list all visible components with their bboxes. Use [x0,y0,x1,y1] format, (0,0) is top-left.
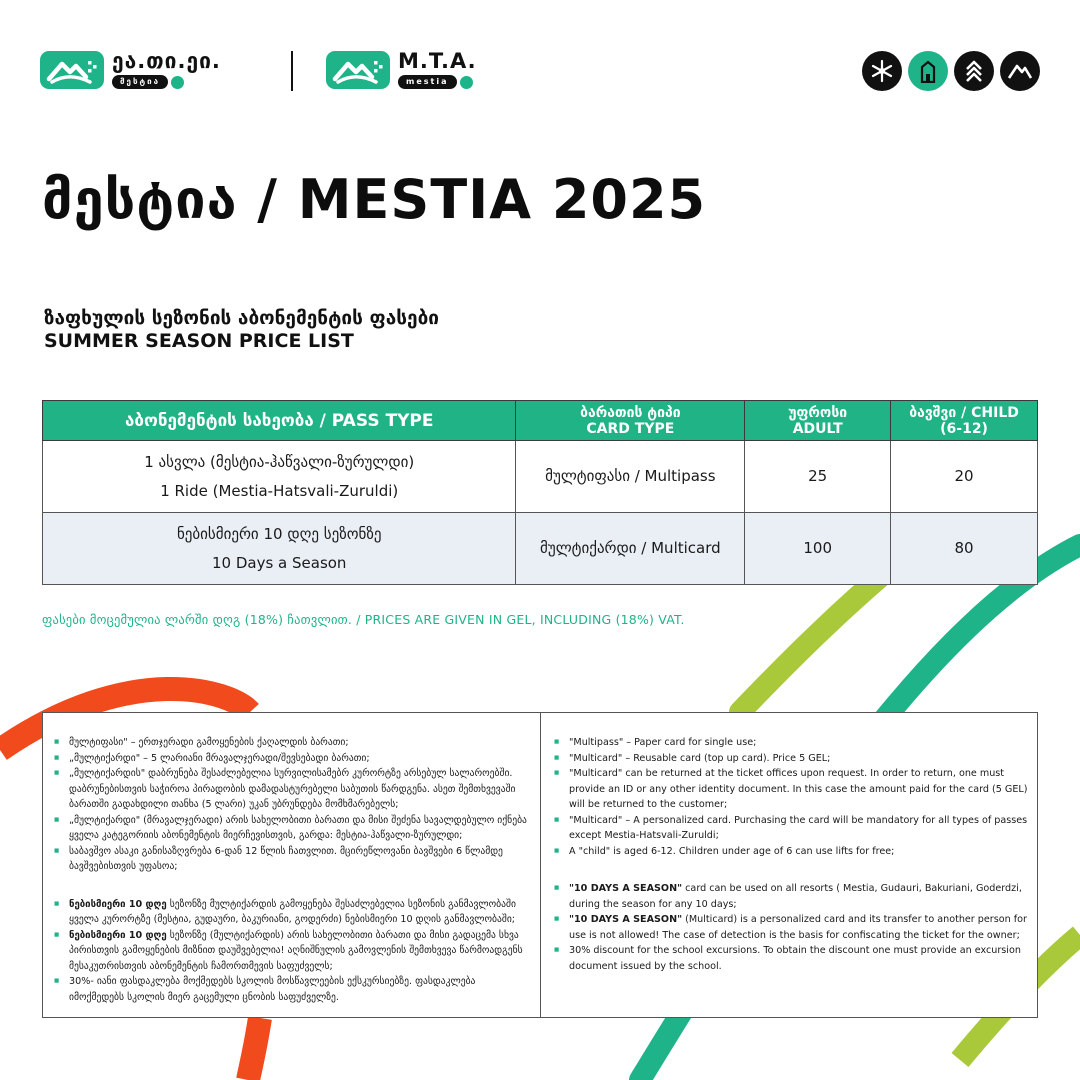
orange-curve-bottom [248,1018,260,1080]
list-item-bold: "10 DAYS A SEASON" [569,883,683,894]
pass-name-geo: ნებისმიერი 10 დღე სეზონზე [176,524,382,543]
mountain-logo-icon [326,51,390,89]
snowflake-icon[interactable] [862,51,902,91]
logo-mta[interactable] [326,50,477,89]
header-child-geo: ბავშვი / CHILD [909,404,1019,421]
door-icon [171,76,184,89]
mountain-logo-icon [40,51,104,89]
list-item: ■ მულტიფასი" – ერთჯერადი გამოყენების ქაღალდის ბარათი; [53,735,532,751]
mountain-icon[interactable] [1000,51,1040,91]
header [40,46,1040,96]
pass-name-en: 10 Days a Season [211,553,347,572]
header-pass-type: აბონემენტის სახეობა / PASS TYPE [43,401,516,441]
cell-pass-type [43,441,516,513]
table-row [43,513,1038,585]
cell-child-price: 20 [891,441,1038,513]
logo-title: M.T.A. [398,49,477,73]
list-item: ■ "Multicard" can be returned at the ticket offices upon request. In order to return, one must provide an ID or any other identity document. In this case the amount paid for the card (5 GEL) will be returned to the customer; [553,766,1029,813]
list-item [553,943,1029,974]
list-item: ■ "Multipass" – Paper card for single use; [553,735,1029,751]
list-item: ■ „მულტიქარდი" – 5 ლარიანი მრავალჯერადი/შევსებადი ბარათი; [53,751,532,767]
logo-divider [291,51,293,91]
logo-title: ეა.თი.ეი. [112,49,221,73]
list-item: ■ A "child" is aged 6-12. Children under age of 6 can use lifts for free; [553,844,1029,860]
list-item-text: სეზონზე მულტიქარდის გამოყენება შესაძლებელია სეზონის განმავლობაში ყველა კურორტზე (მესტია, გუდაური, ბაკურიანი, გოდერძი) ნებისმიერი 10 დღის განმავლობაში; [69,898,516,925]
resort-icons [862,51,1040,91]
list-item: ■ „მულტიქარდის" დაბრუნება შესაძლებელია სურვილისამებრ კურორტზე არსებულ სალაროებში. დაბრუნებისთვის საჭიროა პირადობის დამადასტურებელი საბუთის წარდგენა. ასეთ შემთხვევაში ბარათში გადახდილი თანხა (5 ლარი) უკან უბრუნდება მომხმარებელს; [53,766,532,813]
list-item-text: 30% discount for the school excursions. To obtain the discount one must provide an excursion document issued by the school. [569,945,1021,972]
list-item: ■ საბავშვო ასაკი განისაზღვრება 6-დან 12 წლის ჩათვლით. მცირეწლოვანი ბავშვები 6 წლამდე ბავშვებისთვის უფასოა; [53,844,532,875]
cell-child-price: 80 [891,513,1038,585]
notes-english [540,713,1037,1017]
notes-georgian [43,713,540,1017]
header-child-en: (6-12) [940,420,988,437]
arrows-up-icon[interactable] [954,51,994,91]
pass-name-en: 1 Ride (Mestia-Hatsvali-Zuruldi) [160,481,399,500]
header-card-type [516,401,745,441]
list-item [53,897,532,928]
header-adult [745,401,891,441]
list-item-text: (Multicard) is a personalized card and its transfer to another person for use is not allowed! The case of detection is the basis for confiscating the ticket for the owner; [569,914,1027,941]
list-item [553,881,1029,912]
table-row [43,441,1038,513]
list-item-bold: ნებისმიერი 10 დღე [69,929,167,941]
cell-card-type: მულტიფასი / Multipass [516,441,745,513]
notes-list [553,881,1029,974]
header-card-type-geo: ბარათის ტიპი [580,404,681,421]
list-item: ■ "Multicard" – A personalized card. Purchasing the card will be mandatory for all types of passes except Mestia-Hatsvali-Zuruldi; [553,813,1029,844]
list-item-bold: ნებისმიერი 10 დღე [69,898,167,910]
price-table [42,400,1038,585]
notes-list [553,735,1029,859]
cell-card-type: მულტიქარდი / Multicard [516,513,745,585]
list-item-text: card can be used on all resorts ( Mestia, Gudauri, Bakuriani, Goderdzi, during the season for any 10 days; [569,883,1022,910]
notes-list [53,897,532,1006]
list-item: ■ „მულტიქარდი" (მრავალჯერადი) არის სახელობითი ბარათი და მისი შეძენა სავალდებულო იქნება ყველა კატეგორიის აბონემენტის მიერჩევისთვის, გარდა: მესტია-ჰაწვალი-ზურულდი; [53,813,532,844]
pass-name-geo: 1 ასვლა (მესტია-ჰაწვალი-ზურულდი) [144,452,415,471]
logo-subtitle: mestia [398,75,457,89]
notes-list [53,735,532,875]
list-item-bold: "10 DAYS A SEASON" [569,914,683,925]
header-adult-en: ADULT [792,420,843,437]
vat-note: ფასები მოცემულია ლარში დღგ (18%) ჩათვლით. / PRICES ARE GIVEN IN GEL, INCLUDING (18%) VAT. [42,612,685,627]
list-item-text: 30%- იანი ფასდაკლება მოქმედებს სკოლის მოსწავლეების ექსკურსიებზე. ფასდაკლება იმოქმედებს სკოლის მიერ გაცემული ცნობის საფუძველზე. [69,976,476,1003]
list-item [53,928,532,975]
subtitle-georgian: ზაფხულის სეზონის აბონემენტის ფასები [44,307,439,329]
list-item [553,912,1029,943]
list-item-text: სეზონზე (მულტიქარდის) არის სახელობითი ბარათი და მისი გადაცემა სხვა პირისთვის გამოყენების მიზნით დაუშვებელია! აღნიშნულის გამოვლენის შემთხვევა წარმოადგენს მესაკუთრისთვის აბონემენტის ჩამორთმევის საფუძველს; [69,929,523,972]
table-header-row [43,401,1038,441]
tower-icon[interactable] [908,51,948,91]
cell-pass-type [43,513,516,585]
logo-geo[interactable] [40,50,221,89]
cell-adult-price: 25 [745,441,891,513]
header-adult-geo: უფროსი [788,404,848,421]
logo-subtitle: მესტია [112,75,168,89]
page-title: მესტია / MESTIA 2025 [42,168,707,231]
list-item: ■ "Multicard" – Reusable card (top up card). Price 5 GEL; [553,751,1029,767]
subtitle-english: SUMMER SEASON PRICE LIST [44,330,354,352]
header-card-type-en: CARD TYPE [586,420,675,437]
cell-adult-price: 100 [745,513,891,585]
header-child [891,401,1038,441]
list-item [53,974,532,1005]
door-icon [460,76,473,89]
notes-box [42,712,1038,1018]
